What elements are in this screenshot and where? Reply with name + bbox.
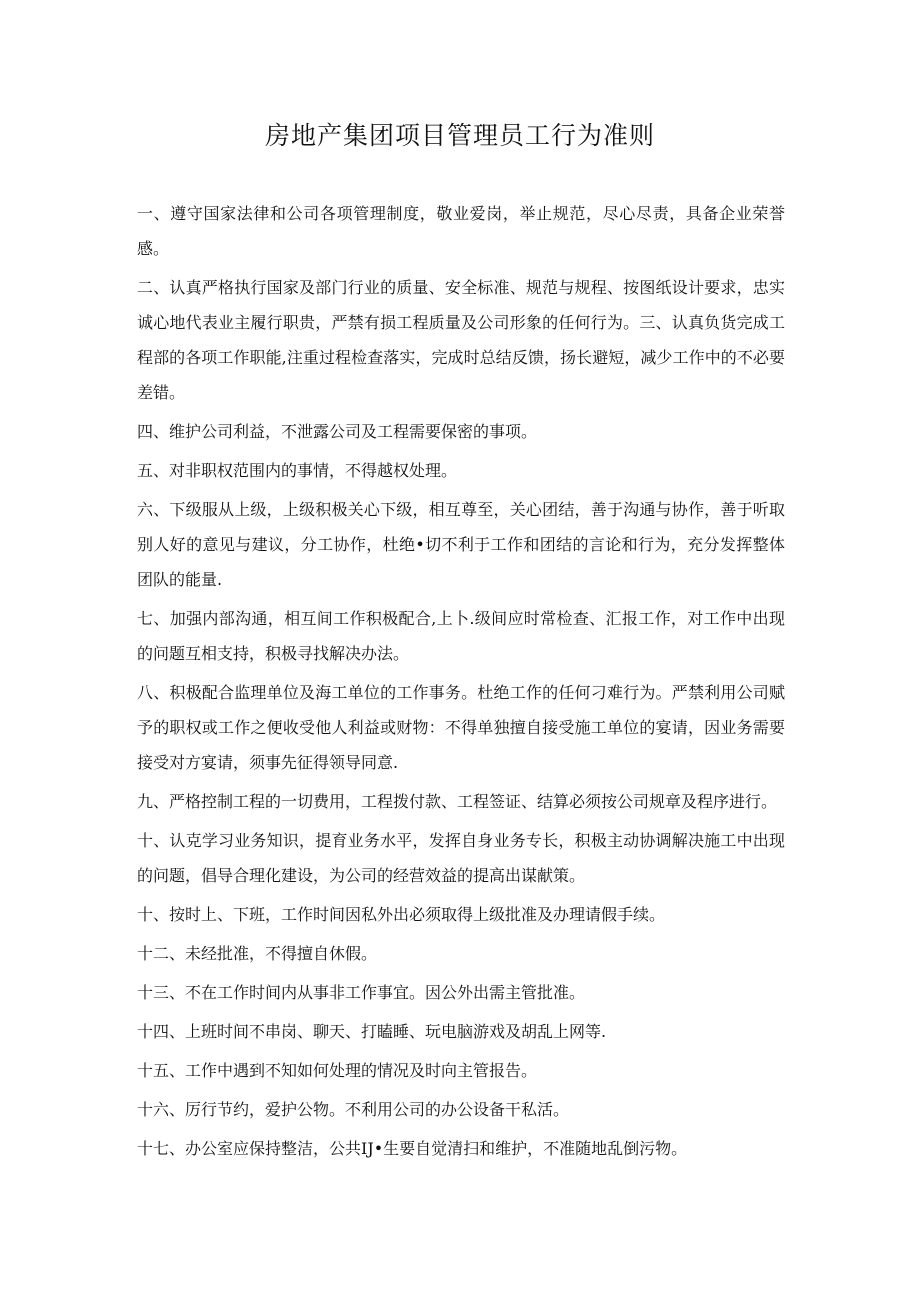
- clause-6: 六、下级服从上级，上级积极关心下级，相互尊至，关心团结，善于沟通与协作，善于听取别人好的意见与建议，分工协作，杜绝•切不利于工作和团结的言论和行为，充分发挥整体团队的能量.: [137, 500, 785, 589]
- clause-12: 十二、未经批准，不得擅自休假。: [137, 944, 378, 963]
- clause-8: 八、积极配合监理单位及海工单位的工作事务。杜绝工作的任何刁难行为。严禁利用公司赋予的职权或工作之便收受他人利益或财物：不得单独擅自接受施工单位的宴请，因业务需要接受对方宴请，须事先征得领导同意.: [137, 683, 785, 772]
- clause-4: 四、维护公司利益，不泄露公司及工程需要保密的事项。: [137, 422, 538, 441]
- clause-2-3: 二、认真严格执行国家及部门行业的质量、安全标准、规范与规程、按图纸设计要求，忠实诚心地代表业主履行职贵，严禁有损工程质量及公司形象的任何行为。三、认真负货完成工程部的各项工作职能,注重过程检查落实，完成时总结反馈，扬长避短，减少工作中的不必要差错。: [137, 278, 785, 402]
- clause-11: 十、按时上、下班，工作时间因私外出必须取得上级批准及办理请假手续。: [137, 905, 666, 924]
- clause-17: 十七、办公室应保持整洁，公共IJ•生要自觉清扫和维护，不准随地乱倒污物。: [137, 1139, 688, 1158]
- clause-9: 九、严格控制工程的一切费用，工程拨付款、工程签证、结算必须按公司规章及程序进行。: [137, 792, 778, 811]
- clause-13: 十三、不在工作时间内从事非工作事宜。因公外出需主管批准。: [137, 983, 586, 1002]
- clause-14: 十四、上班时间不串岗、聊天、打瞌睡、玩电脑游戏及胡乱上网等.: [137, 1022, 607, 1041]
- clause-16: 十六、厉行节约，爱护公物。不利用公司的办公设备干私活。: [137, 1100, 570, 1119]
- clause-10: 十、认克学习业务知识，提育业务水平，发挥自身业务专长，积极主动协调解决施工中出现的问题，倡导合理化建设，为公司的经营效益的提高出谋献策。: [137, 831, 785, 885]
- document-title: 房地产集团项目管理员工行为准则: [264, 121, 655, 150]
- clause-5: 五、对非职权范围内的事情，不得越权处理。: [137, 461, 458, 480]
- clause-15: 十五、工作中遇到不知如何处理的情况及时向主管报告。: [137, 1061, 538, 1080]
- document-body: [137, 196, 785, 1170]
- clause-7: 七、加强内部沟通，相互间工作积极配合,上卜.级间应时常检查、汇报工作，对工作中出现的问题互相支持，积极寻找解决办法。: [137, 609, 785, 663]
- clause-1: 一、遵守国家法律和公司各项管理制度，敬业爱岗，举止规范，尽心尽责，具备企业荣誉感。: [137, 204, 785, 258]
